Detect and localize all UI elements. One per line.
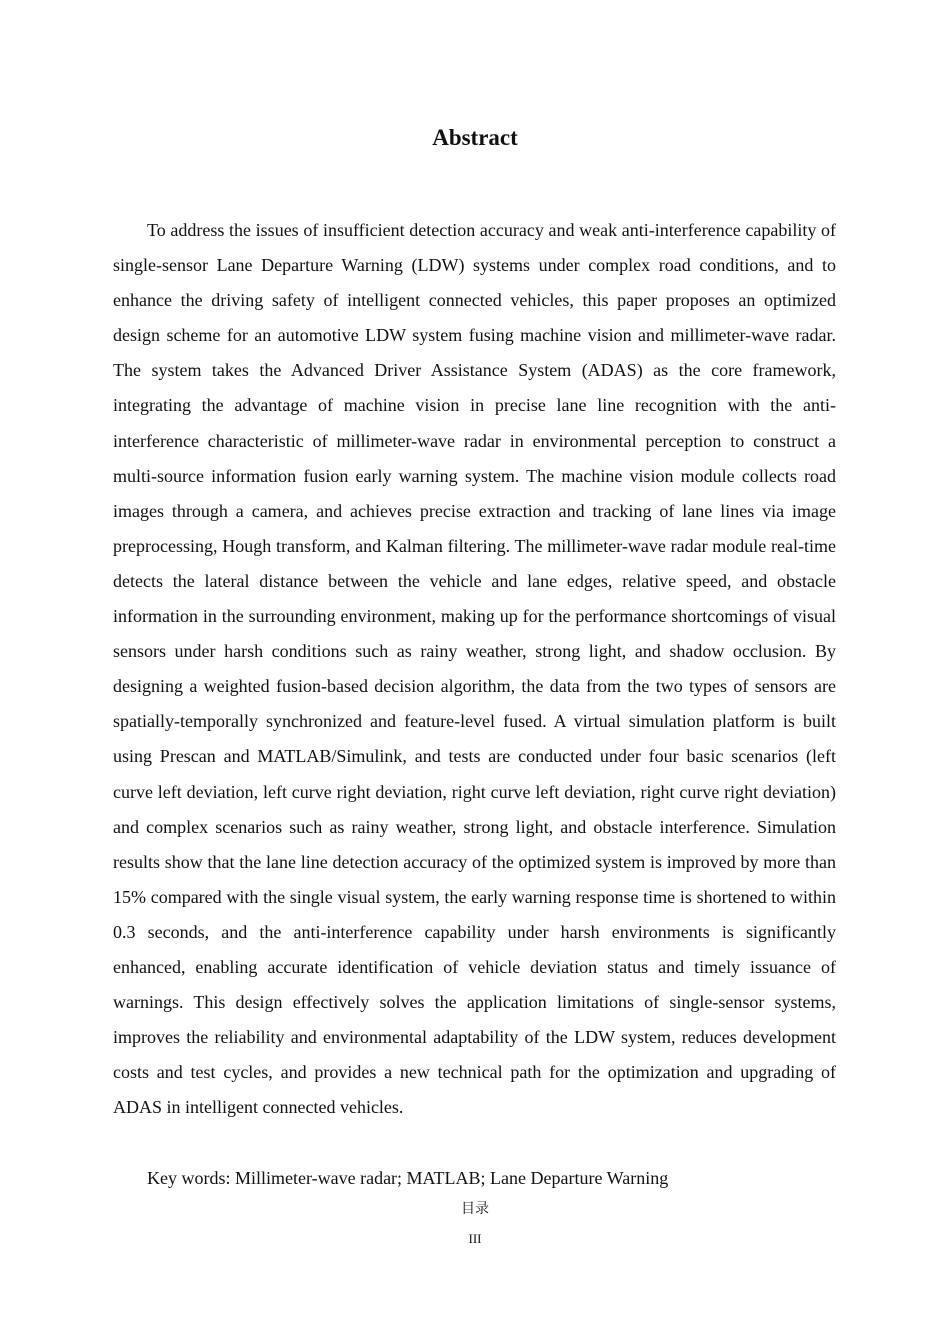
abstract-body: To address the issues of insufficient detection accuracy and weak anti-interference capability of single-sensor Lane Departure Warning (LDW) systems under complex road conditions, and to enhance the driving safety of intelligent connected vehicles, this paper proposes an optimized design scheme for an automotive LDW system fusing machine vision and millimeter-wave radar. The system takes the Advanced Driver Assistance System (ADAS) as the core framework, integrating the advantage of machine vision in precise lane line recognition with the anti-interference characteristic of millimeter-wave radar in environmental perception to construct a multi-source information fusion early warning system. The machine vision module collects road images through a camera, and achieves precise extraction and tracking of lane lines via image preprocessing, Hough transform, and Kalman filtering. The millimeter-wave radar module real-time detects the lateral distance between the vehicle and lane edges, relative speed, and obstacle information in the surrounding environment, making up for the performance shortcomings of visual sensors under harsh conditions such as rainy weather, strong light, and shadow occlusion. By designing a weighted fusion-based decision algorithm, the data from the two types of sensors are spatially-temporally synchronized and feature-level fused. A virtual simulation platform is built using Prescan and MATLAB/Simulink, and tests are conducted under four basic scenarios (left curve left deviation, left curve right deviation, right curve left deviation, right curve right deviation) and complex scenarios such as rainy weather, strong light, and obstacle interference. Simulation results show that the lane line detection accuracy of the optimized system is improved by more than 15% compared with the single visual system, the early warning response time is shortened to within 0.3 seconds, and the anti-interference capability under harsh environments is significantly enhanced, enabling accurate identification of vehicle deviation status and timely issuance of warnings. This design effectively solves the application limitations of single-sensor systems, improves the reliability and environmental adaptability of the LDW system, reduces development costs and test cycles, and provides a new technical path for the optimization and upgrading of ADAS in intelligent connected vehicles. [113, 220, 836, 1118]
keywords-line: Key words: Millimeter-wave radar; MATLAB; Lane Departure Warning [147, 1168, 669, 1188]
abstract-title: Abstract [432, 125, 518, 150]
page-number: III [468, 1231, 482, 1246]
toc-label: 目录 [461, 1201, 489, 1217]
